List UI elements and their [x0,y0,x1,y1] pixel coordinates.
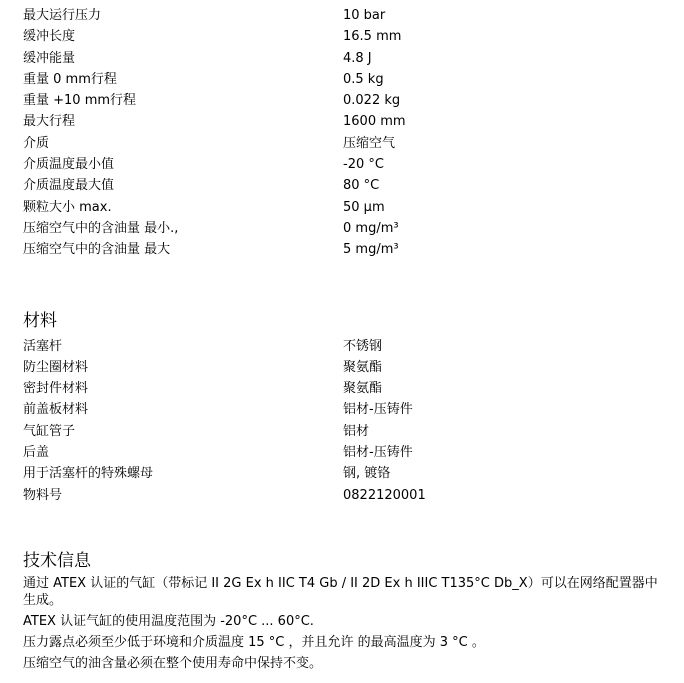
spec-value: 80 °C [343,178,380,194]
material-value: 铝材-压铸件 [343,402,413,418]
material-row-cylinder-tube [23,421,673,442]
material-label: 前盖板材料 [23,402,89,418]
material-label: 密封件材料 [23,381,89,397]
material-row-front-cover [23,399,673,420]
material-label: 后盖 [23,445,50,461]
material-row-rear-cover [23,442,673,463]
material-row-part-number [23,485,673,506]
material-value: 聚氨酯 [343,359,383,375]
spec-row-medium-temp-max [23,175,673,196]
spec-value: 4.8 J [343,50,372,66]
material-label: 活塞杆 [23,338,63,354]
tech-info-paragraph: ATEX 认证气缸的使用温度范围为 -20°C ... 60°C. [23,613,314,629]
material-label: 用于活塞杆的特殊螺母 [23,466,154,482]
spec-row-max-operating-pressure [23,5,673,26]
spec-row-oil-content-min [23,218,673,239]
spec-row-weight-0mm [23,69,673,90]
spec-label: 颗粒大小 max. [23,199,112,215]
spec-value: 0.022 kg [343,93,401,109]
materials-heading: 材料 [23,310,57,331]
spec-row-medium-temp-min [23,154,673,175]
material-value: 铝材 [343,423,370,439]
tech-info-heading: 技术信息 [23,550,91,571]
material-value: 聚氨酯 [343,381,383,397]
datasheet-page [23,5,673,676]
material-value: 钢, 镀铬 [343,466,391,482]
material-row-seal [23,378,673,399]
spec-value: 1600 mm [343,114,406,130]
spec-label: 最大行程 [23,114,76,130]
spec-row-max-stroke [23,111,673,132]
specifications-table [23,5,673,261]
spec-row-weight-10mm [23,90,673,111]
spec-value: 0 mg/m³ [343,220,399,236]
tech-info-paragraph: 压力露点必须至少低于环境和介质温度 15 °C ，并且允许 的最高温度为 3 °C 。 [23,634,485,650]
spec-label: 重量 +10 mm行程 [23,93,137,109]
spec-value: 50 µm [343,199,385,215]
spec-label: 重量 0 mm行程 [23,71,117,87]
spec-row-medium [23,133,673,154]
spec-label: 压缩空气中的含油量 最小., [23,220,179,236]
spec-row-cushion-energy [23,48,673,69]
material-row-piston-rod [23,336,673,357]
material-label: 防尘圈材料 [23,359,89,375]
tech-info-body [23,575,673,672]
spec-row-particle-size [23,197,673,218]
spec-value: -20 °C [343,157,384,173]
spec-label: 缓冲长度 [23,29,76,45]
material-row-wiper [23,357,673,378]
spec-value: 16.5 mm [343,29,402,45]
spec-label: 最大运行压力 [23,8,102,23]
part-number-value: 0822120001 [343,487,426,503]
spec-row-cushion-length [23,26,673,47]
tech-info-paragraph: 压缩空气的油含量必须在整个使用寿命中保持不变。 [23,655,323,671]
tech-info-paragraph: 通过 ATEX 认证的气缸（带标记 II 2G Ex h IIC T4 Gb / II 2D Ex h IIIC T135°C Db_X）可以在网络配置器中生成。 [23,575,658,608]
spec-value: 5 mg/m³ [343,242,399,258]
material-label: 物料号 [23,487,63,503]
material-label: 气缸管子 [23,423,76,439]
spec-label: 介质温度最小值 [23,157,115,173]
material-value: 铝材-压铸件 [343,445,413,461]
spec-value: 10 bar [343,8,386,23]
spec-label: 缓冲能量 [23,50,76,66]
spec-row-oil-content-max [23,239,673,260]
spec-value: 压缩空气 [343,135,396,151]
material-value: 不锈钢 [343,338,383,354]
spec-label: 压缩空气中的含油量 最大 [23,242,171,258]
material-row-special-nut [23,463,673,484]
spec-label: 介质 [23,135,50,151]
spec-label: 介质温度最大值 [23,178,115,194]
spec-value: 0.5 kg [343,71,384,87]
materials-table [23,336,673,506]
